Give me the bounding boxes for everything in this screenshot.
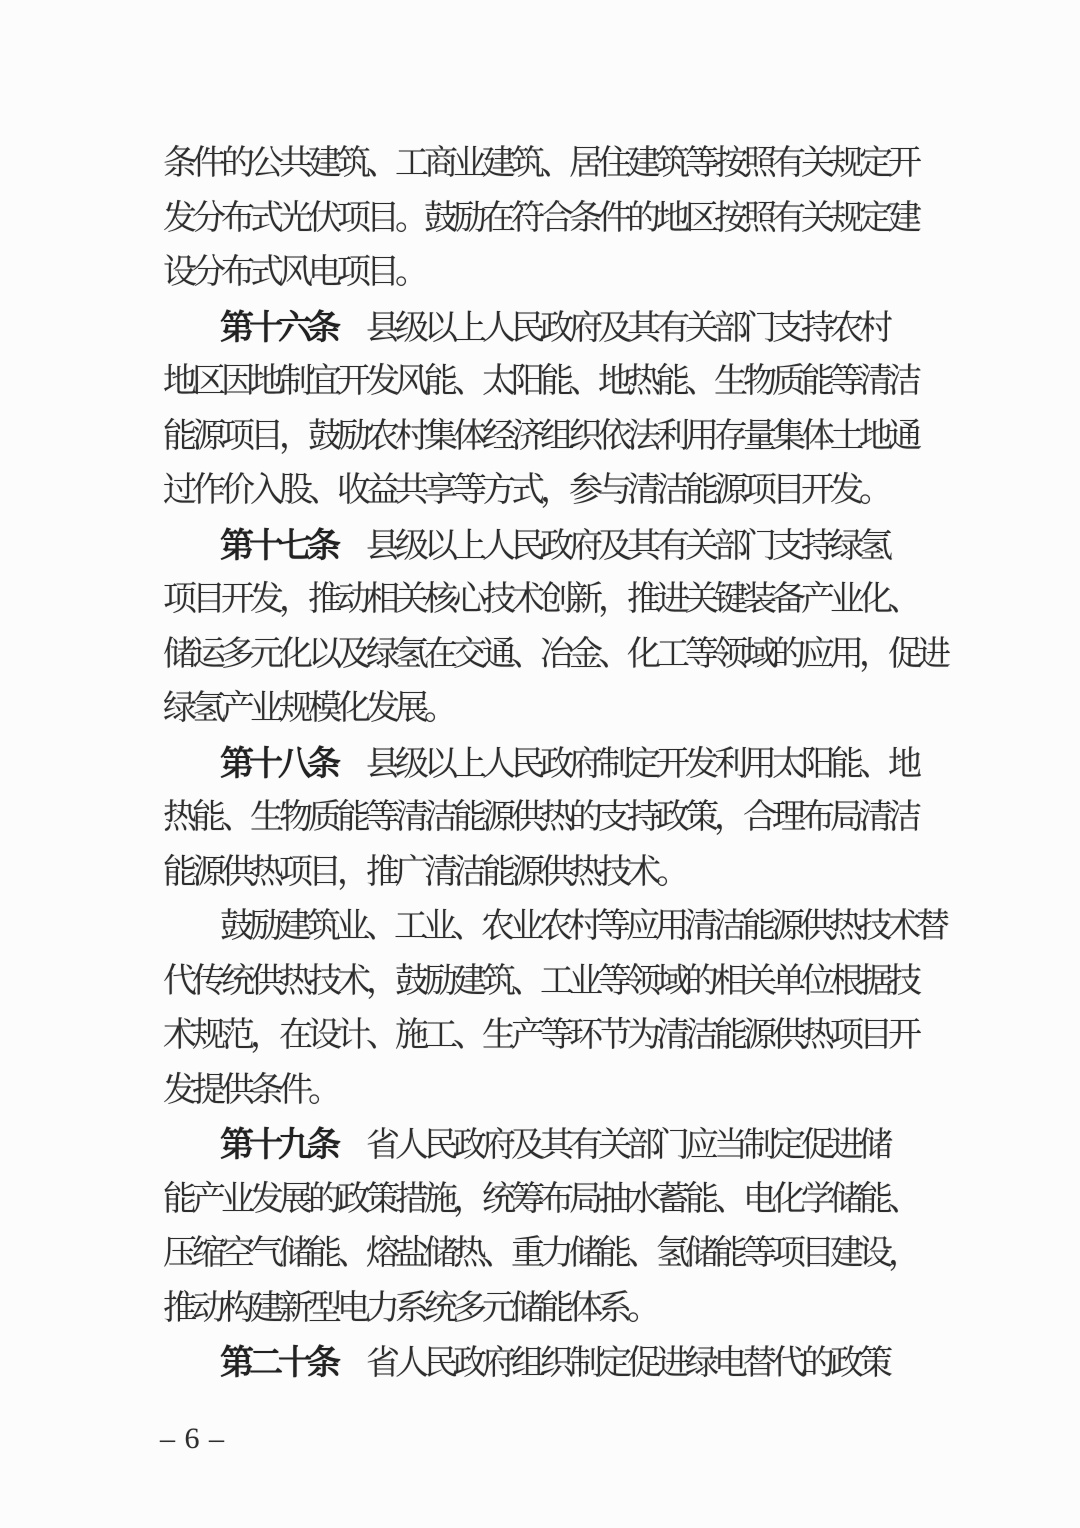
line-text: 推动构建新型电力系统多元储能体系。 — [163, 1289, 656, 1327]
line-text: 过作价入股、收益共享等方式，参与清洁能源项目开发。 — [163, 472, 888, 509]
article-number-heading: 第十九条 — [220, 1126, 336, 1164]
text-line — [163, 1282, 923, 1337]
document-text-block — [163, 137, 946, 1391]
line-text: 术规范，在设计、施工、生产等环节为清洁能源供热项目开 — [163, 1017, 917, 1054]
paragraph-first-line — [163, 737, 923, 792]
text-line — [163, 246, 923, 301]
paragraph-first-line — [163, 301, 923, 356]
paragraph-first-line — [163, 1118, 923, 1173]
line-text: 设分布式风电项目。 — [163, 254, 424, 291]
article-number-heading: 第十八条 — [220, 744, 336, 783]
line-text: 代传统供热技术，鼓励建筑、工业等领域的相关单位根据技 — [163, 962, 917, 1000]
text-line — [163, 682, 923, 737]
text-line — [163, 955, 923, 1010]
text-line — [163, 192, 923, 247]
line-text: 压缩空气储能、熔盐储热、重力储能、氢储能等项目建设， — [163, 1235, 917, 1272]
article-number-heading: 第二十条 — [220, 1344, 336, 1382]
line-text: 县级以上人民政府及其有关部门支持农村 — [366, 309, 888, 347]
line-text: 省人民政府组织制定促进绿电替代的政策 — [366, 1345, 888, 1382]
article-number-heading: 第十七条 — [220, 526, 336, 565]
text-line — [163, 1009, 923, 1064]
text-line — [163, 791, 923, 846]
text-line — [163, 410, 923, 465]
line-text: 县级以上人民政府制定开发利用太阳能、地 — [366, 745, 917, 783]
line-text: 能产业发展的政策措施，统筹布局抽水蓄能、电化学储能、 — [163, 1180, 917, 1218]
line-text: 鼓励建筑业、工业、农业农村等应用清洁能源供热技术替 — [220, 908, 945, 945]
paragraph-first-line — [163, 1336, 923, 1391]
line-text: 发分布式光伏项目。鼓励在符合条件的地区按照有关规定建 — [163, 199, 917, 237]
line-text: 省人民政府及其有关部门应当制定促进储 — [366, 1127, 888, 1164]
paragraph-first-line — [163, 900, 945, 955]
article-number-heading: 第十六条 — [220, 308, 336, 347]
text-line — [163, 846, 923, 901]
line-text: 县级以上人民政府及其有关部门支持绿氢 — [366, 527, 888, 565]
text-line — [163, 1064, 923, 1119]
line-text: 能源项目，鼓励农村集体经济组织依法利用存量集体土地通 — [163, 417, 917, 455]
line-text: 发提供条件。 — [163, 1071, 337, 1109]
line-text: 项目开发，推动相关核心技术创新，推进关键装备产业化、 — [163, 581, 917, 618]
text-line — [163, 464, 923, 519]
text-line — [163, 628, 946, 683]
line-text: 条件的公共建筑、工商业建筑、居住建筑等按照有关规定开 — [163, 145, 917, 182]
line-text: 热能、生物质能等清洁能源供热的支持政策，合理布局清洁 — [163, 799, 917, 836]
text-line — [163, 355, 923, 410]
text-line — [163, 1227, 923, 1282]
text-line — [163, 1173, 923, 1228]
paragraph-first-line — [163, 519, 923, 574]
line-text: 储运多元化以及绿氢在交通、冶金、化工等领域的应用，促进 — [163, 635, 946, 673]
line-text: 地区因地制宜开发风能、太阳能、地热能、生物质能等清洁 — [163, 363, 917, 400]
text-line — [163, 573, 923, 628]
text-line — [163, 137, 923, 192]
line-text: 绿氢产业规模化发展。 — [163, 690, 453, 727]
page-number: – 6 – — [160, 1422, 225, 1455]
line-text: 能源供热项目，推广清洁能源供热技术。 — [163, 853, 685, 891]
